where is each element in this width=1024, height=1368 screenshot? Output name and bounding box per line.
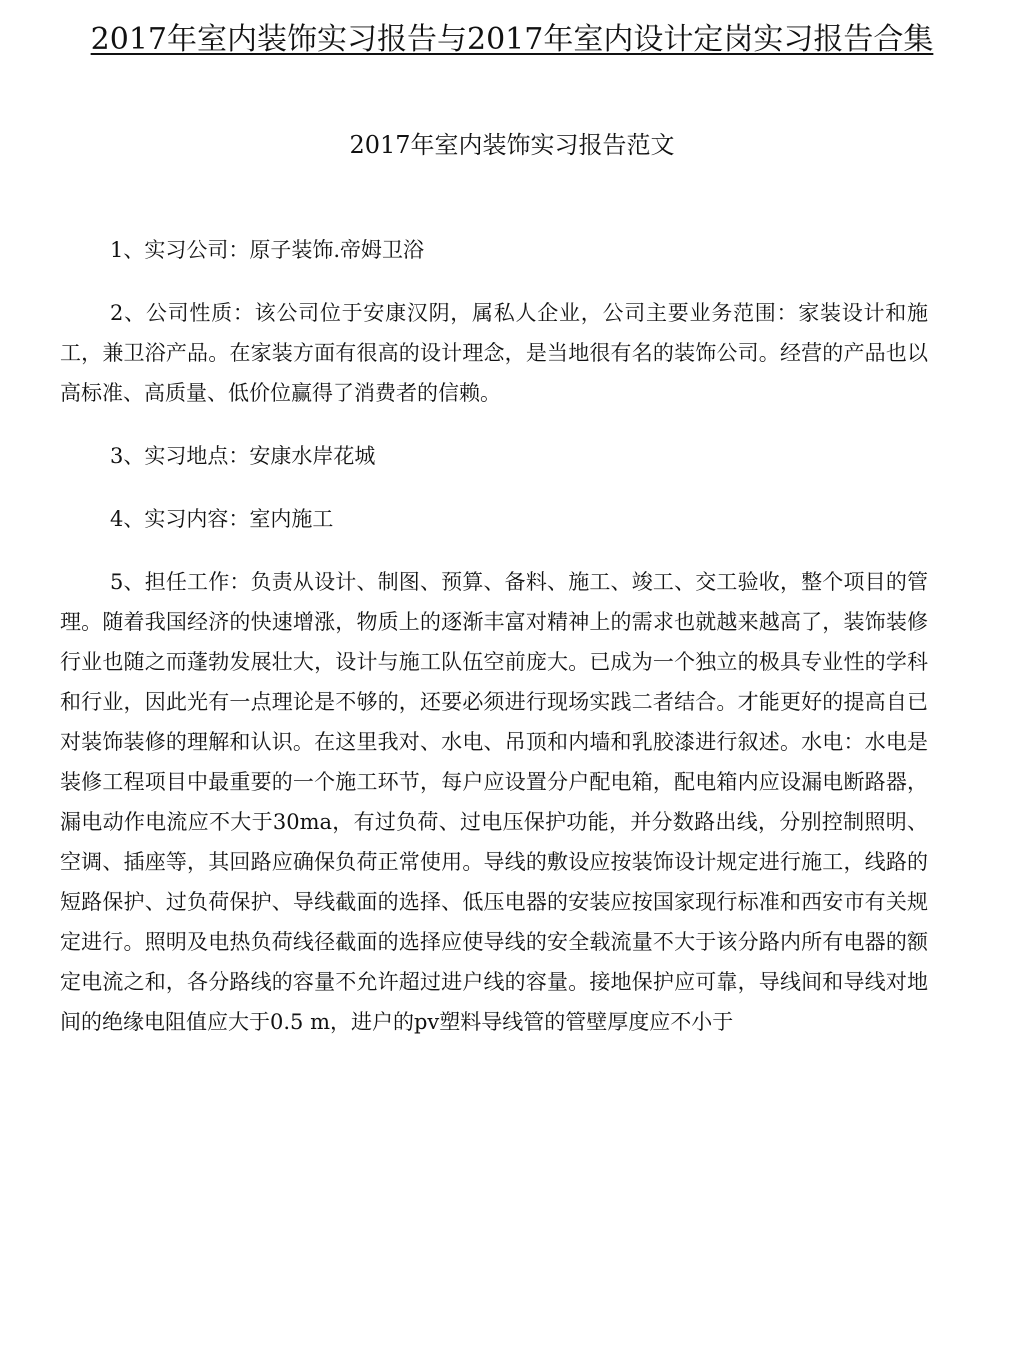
document-body: [60, 230, 928, 1042]
paragraph-company: 1、实习公司：原子装饰.帝姆卫浴: [110, 238, 425, 262]
paragraph-location: 3、实习地点：安康水岸花城: [110, 444, 376, 468]
paragraph-content: 4、实习内容：室内施工: [110, 507, 334, 531]
document-title: 2017年室内装饰实习报告与2017年室内设计定岗实习报告合集: [90, 22, 934, 57]
paragraph-duties: 5、担任工作：负责从设计、制图、预算、备料、施工、竣工、交工验收，整个项目的管理。随着我国经济的快速增涨，物质上的逐渐丰富对精神上的需求也就越来越高了，装饰装修行业也随之而蓬勃发展壮大，设计与施工队伍空前庞大。已成为一个独立的极具专业性的学科和行业，因此光有一点理论是不够的，还要必须进行现场实践二者结合。才能更好的提高自已对装饰装修的理解和认识。在这里我对、水电、吊顶和内墙和乳胶漆进行叙述。水电：水电是装修工程项目中最重要的一个施工环节，每户应设置分户配电箱，配电箱内应设漏电断路器，漏电动作电流应不大于30ma，有过负荷、过电压保护功能，并分数路出线，分别控制照明、空调、插座等，其回路应确保负荷正常使用。导线的敷设应按装饰设计规定进行施工，线路的短路保护、过负荷保护、导线截面的选择、低压电器的安装应按国家现行标准和西安市有关规定进行。照明及电热负荷线径截面的选择应使导线的安全载流量不大于该分路内所有电器的额定电流之和，各分路线的容量不允许超过进户线的容量。接地保护应可靠，导线间和导线对地间的绝缘电阻值应大于0.5 m，进户的pv塑料导线管的管壁厚度应不小于: [60, 570, 928, 1034]
section-title: 2017年室内装饰实习报告范文: [349, 131, 675, 159]
paragraph-company-nature: 2、公司性质：该公司位于安康汉阴，属私人企业，公司主要业务范围：家装设计和施工，兼卫浴产品。在家装方面有很高的设计理念，是当地很有名的装饰公司。经营的产品也以高标准、高质量、低价位赢得了消费者的信赖。: [60, 301, 928, 405]
